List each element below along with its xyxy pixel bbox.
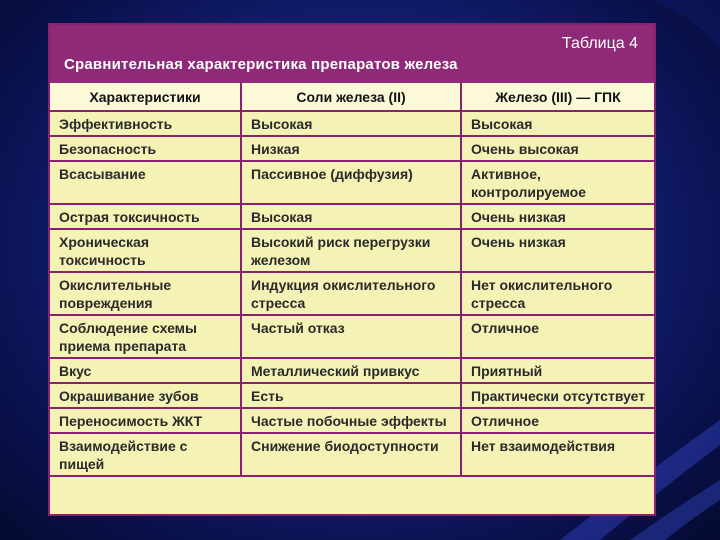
column-header: Соли железа (II) [241, 83, 461, 111]
row-characteristic: Безопасность [50, 136, 241, 161]
table-row [50, 383, 654, 408]
row-ferrous-salts: Частые побочные эффекты [241, 408, 461, 433]
row-characteristic: Вкус [50, 358, 241, 383]
row-iron-complex: Высокая [461, 111, 654, 136]
row-characteristic: Эффективность [50, 111, 241, 136]
table-row [50, 315, 654, 358]
row-iron-complex: Отличное [461, 315, 654, 358]
table-row [50, 204, 654, 229]
row-iron-complex: Очень высокая [461, 136, 654, 161]
table-row [50, 161, 654, 204]
table-row [50, 358, 654, 383]
row-ferrous-salts: Высокий риск перегрузки железом [241, 229, 461, 272]
row-characteristic: Острая токсичность [50, 204, 241, 229]
table-row [50, 272, 654, 315]
table-header-row [50, 83, 654, 111]
table-number: Таблица 4 [561, 35, 638, 52]
row-iron-complex: Отличное [461, 408, 654, 433]
table-row [50, 111, 654, 136]
comparison-table [50, 83, 654, 477]
row-ferrous-salts: Низкая [241, 136, 461, 161]
row-iron-complex: Нет окислительного стресса [461, 272, 654, 315]
comparison-table-card [48, 23, 656, 516]
table-title: Сравнительная характеристика препаратов железа [64, 56, 458, 73]
table-header-band [50, 25, 654, 83]
row-characteristic: Окрашивание зубов [50, 383, 241, 408]
row-ferrous-salts: Есть [241, 383, 461, 408]
row-iron-complex: Нет взаимодействия [461, 433, 654, 476]
row-characteristic: Переносимость ЖКТ [50, 408, 241, 433]
row-characteristic: Взаимодействие с пищей [50, 433, 241, 476]
row-characteristic: Всасывание [50, 161, 241, 204]
row-ferrous-salts: Металлический привкус [241, 358, 461, 383]
table-row [50, 408, 654, 433]
column-header: Характеристики [50, 83, 241, 111]
column-header: Железо (III) — ГПК [461, 83, 654, 111]
row-ferrous-salts: Пассивное (диффузия) [241, 161, 461, 204]
row-iron-complex: Практически отсутствует [461, 383, 654, 408]
row-characteristic: Соблюдение схемы приема препарата [50, 315, 241, 358]
table-row [50, 433, 654, 476]
row-iron-complex: Приятный [461, 358, 654, 383]
row-ferrous-salts: Высокая [241, 204, 461, 229]
row-characteristic: Окислительные повреждения [50, 272, 241, 315]
row-ferrous-salts: Высокая [241, 111, 461, 136]
table-row [50, 229, 654, 272]
table-row [50, 136, 654, 161]
row-iron-complex: Очень низкая [461, 204, 654, 229]
row-ferrous-salts: Частый отказ [241, 315, 461, 358]
row-ferrous-salts: Снижение биодоступности [241, 433, 461, 476]
row-iron-complex: Очень низкая [461, 229, 654, 272]
row-characteristic: Хроническая токсичность [50, 229, 241, 272]
row-ferrous-salts: Индукция окислительного стресса [241, 272, 461, 315]
row-iron-complex: Активное, контролируемое [461, 161, 654, 204]
